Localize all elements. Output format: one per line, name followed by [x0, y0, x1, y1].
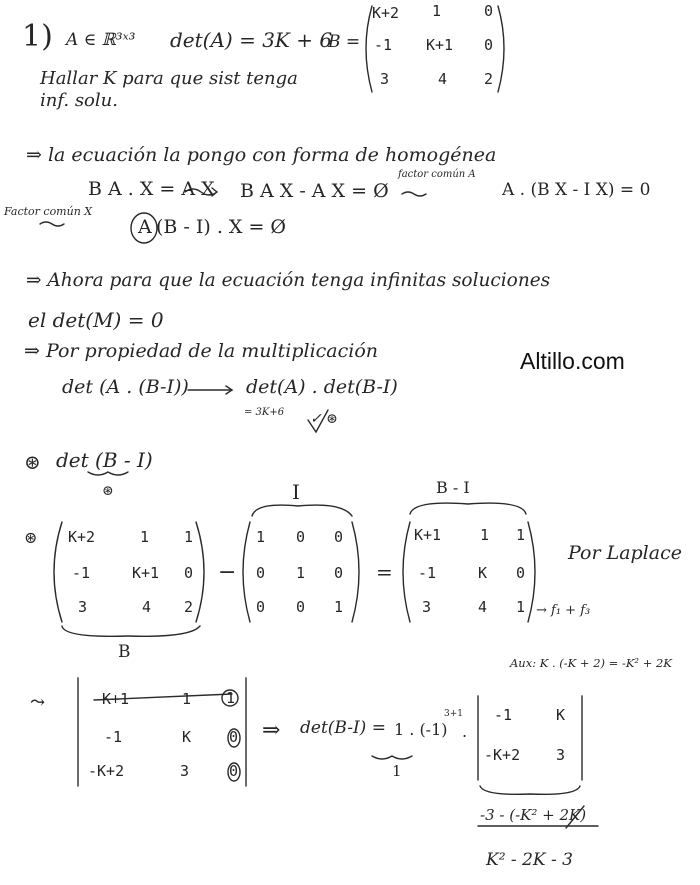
b-cell: K+2 — [372, 4, 400, 22]
implies-arrow: ⇒ — [262, 718, 281, 743]
minor-cell: K — [556, 706, 566, 724]
minus-sign: − — [218, 560, 237, 585]
equals-sign: = — [376, 560, 393, 584]
matrix-b-under-label: B — [118, 642, 131, 662]
equation-4-a: A — [138, 216, 152, 238]
matrix-bi-cell: 0 — [516, 564, 526, 582]
matrix-bi-cell: -1 — [418, 564, 437, 582]
aux-note: Aux: K . (-K + 2) = -K² + 2K — [510, 656, 672, 670]
matrix-b-left-paren — [54, 522, 62, 622]
underbrace-cofactor — [372, 756, 412, 759]
matrix-bi-cell: 3 — [422, 598, 432, 616]
cofactor-dot: . — [462, 722, 468, 741]
matrix-bi-right-paren — [528, 522, 535, 622]
squiggle-arrow-2 — [402, 192, 426, 196]
matrix-b-cell: 1 — [184, 528, 194, 546]
reduced-cell: 3 — [180, 762, 190, 780]
factor-x-note: Factor común X — [4, 205, 93, 218]
row-operation: → f₁ + f₃ — [536, 603, 591, 618]
given-det: det(A) = 3K + 6 — [170, 28, 333, 52]
matrix-bi-cell: K — [478, 564, 488, 582]
matrix-bi-label: B - I — [436, 478, 470, 497]
reduced-cell: 0 — [229, 762, 239, 780]
matrix-b-cell: K+1 — [132, 564, 160, 582]
given-set: A ∈ ℝ³ˣ³ — [66, 30, 136, 50]
matrix-bi-cell: 1 — [516, 598, 526, 616]
b-cell: 0 — [484, 2, 494, 20]
minor-underbrace — [480, 786, 580, 794]
star-expr: det (B - I) — [56, 448, 153, 472]
b-cell: 0 — [484, 36, 494, 54]
matrix-i-cell: 0 — [256, 564, 266, 582]
minor-cell: -K+2 — [484, 746, 521, 764]
factor-a-note: factor común A — [398, 169, 476, 180]
matrix-bi-left-paren — [403, 522, 410, 622]
matrix-b-cell: -1 — [72, 564, 91, 582]
b-cell: K+1 — [426, 36, 454, 54]
watermark-altillo: Altillo.com — [520, 348, 625, 374]
infinite-line-2: el det(M) = 0 — [28, 308, 164, 332]
cofactor-exponent: 3+1 — [444, 709, 463, 719]
matrices-bullet: ⊛ — [24, 528, 38, 547]
b-label: B = — [328, 32, 361, 52]
star-symbol: ⊛ — [24, 450, 41, 474]
matrix-i-overbrace — [252, 505, 352, 516]
matrix-i-left-paren — [243, 522, 250, 622]
matrix-b-underbrace — [62, 626, 200, 636]
matrix-i-cell: 1 — [296, 564, 306, 582]
matrix-b-right-paren — [196, 522, 204, 622]
property-expr-left: det (A . (B-I)) — [62, 376, 189, 398]
underbrace-star — [88, 472, 128, 475]
matrix-i-right-paren — [352, 522, 359, 622]
laplace-note: Por Laplace — [568, 542, 682, 564]
matrix-bi-cell: K+1 — [414, 526, 442, 544]
matrix-i-cell: 0 — [296, 598, 306, 616]
property-sub-mark: ✓ ⊛ — [310, 411, 338, 427]
matrix-i-cell: 0 — [296, 528, 306, 546]
equation-4-rest: (B - I) . X = Ø — [156, 216, 287, 238]
property-sub-value: = 3K+6 — [244, 407, 285, 418]
minor-cell: 3 — [556, 746, 566, 764]
matrix-b-cell: 0 — [184, 564, 194, 582]
cofactor: 1 . (-1) — [394, 720, 448, 739]
reduced-cell: K — [182, 728, 192, 746]
b-cell: 3 — [380, 70, 390, 88]
reduced-cell: 0 — [229, 728, 239, 746]
det-b-minus-i-label: det(B-I) = — [300, 718, 386, 738]
reduced-cell: K+1 — [102, 690, 130, 708]
matrix-i-cell: 0 — [334, 528, 344, 546]
matrix-bi-cell: 1 — [516, 526, 526, 544]
b-cell: -1 — [374, 36, 393, 54]
matrix-b-cell: 3 — [78, 598, 88, 616]
matrix-bi-cell: 1 — [480, 526, 490, 544]
matrix-i-cell: 1 — [256, 528, 266, 546]
under-one: 1 — [392, 762, 402, 780]
statement-line-2: inf. solu. — [40, 90, 118, 111]
matrix-bi-cell: 4 — [478, 598, 488, 616]
matrix-b-cell: 1 — [140, 528, 150, 546]
equation-2: B A X - A X = Ø — [240, 180, 389, 202]
property-line: ⇒ Por propiedad de la multiplicación — [24, 340, 379, 362]
result: K² - 2K - 3 — [486, 850, 573, 870]
property-expr-right: det(A) . det(B-I) — [246, 376, 398, 398]
equation-3: A . (B X - I X) = 0 — [502, 180, 651, 200]
homogeneous-intro: ⇒ la ecuación la pongo con forma de homogénea — [26, 144, 497, 166]
b-cell: 4 — [438, 70, 448, 88]
star-sub-mark: ⊛ — [102, 483, 114, 499]
expansion: -3 - (-K² + 2K) — [480, 806, 587, 824]
matrix-b-cell: 4 — [142, 598, 152, 616]
equation-1: B A . X = A X — [88, 178, 215, 200]
matrix-i-cell: 0 — [334, 564, 344, 582]
reduced-cell: -1 — [104, 728, 123, 746]
matrix-b-cell: 2 — [184, 598, 194, 616]
reduced-cell: 1 — [226, 689, 236, 707]
reduced-cell: -K+2 — [88, 762, 125, 780]
statement-line-1: Hallar K para que sist tenga — [40, 68, 298, 89]
b-matrix-right-paren — [498, 6, 504, 92]
matrix-b-cell: K+2 — [68, 528, 96, 546]
reduced-cell: 1 — [182, 690, 192, 708]
matrix-i-label: I — [292, 480, 300, 504]
matrix-i-cell: 1 — [334, 598, 344, 616]
matrix-bi-overbrace — [410, 503, 526, 514]
b-cell: 1 — [432, 2, 442, 20]
infinite-line-1: ⇒ Ahora para que la ecuación tenga infinitas soluciones — [26, 270, 551, 291]
minor-cell: -1 — [494, 706, 513, 724]
problem-number: 1) — [22, 19, 53, 54]
squiggle-arrow-3 — [40, 222, 64, 226]
b-cell: 2 — [484, 70, 494, 88]
squiggle-arrow-reduced: ⤳ — [30, 692, 46, 713]
matrix-i-cell: 0 — [256, 598, 266, 616]
